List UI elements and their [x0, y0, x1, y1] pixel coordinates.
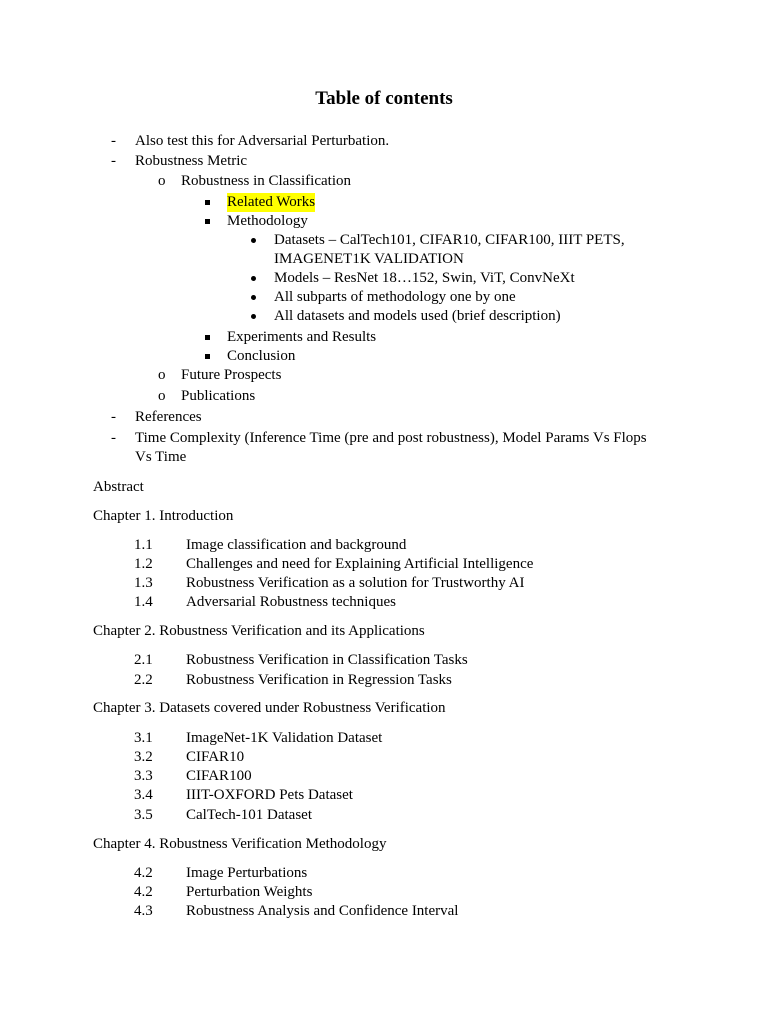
section-number: 4.2: [134, 865, 153, 881]
section-number: 3.2: [134, 749, 153, 765]
outline-subitem: Future Prospects: [181, 367, 282, 383]
square-bullet-icon: [205, 354, 210, 359]
section-number: 3.5: [134, 807, 153, 823]
dot-bullet-icon: [251, 314, 256, 319]
outline-item: Time Complexity (Inference Time (pre and post robustness), Model Params Vs Flops: [135, 430, 647, 446]
dash-bullet: -: [111, 409, 116, 425]
section-title: CIFAR100: [186, 768, 252, 784]
chapter-heading: Chapter 4. Robustness Verification Methodology: [93, 836, 387, 852]
outline-detail: Models – ResNet 18…152, Swin, ViT, ConvNeXt: [274, 270, 575, 286]
outline-item: Also test this for Adversarial Perturbation.: [135, 133, 390, 149]
chapter-heading: Chapter 2. Robustness Verification and its Applications: [93, 623, 425, 639]
outline-item: References: [135, 409, 202, 425]
square-bullet-icon: [205, 335, 210, 340]
section-title: Robustness Verification in Classification Tasks: [186, 652, 468, 668]
outline-subsubitem: Conclusion: [227, 348, 296, 364]
dash-bullet: -: [111, 133, 116, 149]
section-number: 3.4: [134, 787, 153, 803]
section-number: 1.4: [134, 594, 153, 610]
section-title: Robustness Analysis and Confidence Interval: [186, 903, 459, 919]
outline-detail: All datasets and models used (brief description): [274, 308, 561, 324]
outline-subsubitem: Experiments and Results: [227, 329, 377, 345]
section-title: Image Perturbations: [186, 865, 308, 881]
section-number: 3.3: [134, 768, 153, 784]
section-number: 1.3: [134, 575, 153, 591]
section-title: Image classification and background: [186, 537, 407, 553]
dash-bullet: -: [111, 153, 116, 169]
section-number: 1.2: [134, 556, 153, 572]
outline-subitem: Publications: [181, 388, 256, 404]
outline-detail-continued: IMAGENET1K VALIDATION: [274, 251, 464, 267]
section-title: Challenges and need for Explaining Artificial Intelligence: [186, 556, 534, 572]
circle-bullet: o: [158, 388, 166, 404]
outline-subsubitem-highlighted: Related Works: [227, 194, 316, 210]
section-title: Perturbation Weights: [186, 884, 313, 900]
square-bullet-icon: [205, 200, 210, 205]
section-number: 4.2: [134, 884, 153, 900]
outline-item: Robustness Metric: [135, 153, 248, 169]
section-number: 4.3: [134, 903, 153, 919]
outline-detail: All subparts of methodology one by one: [274, 289, 516, 305]
abstract-heading: Abstract: [93, 479, 144, 495]
circle-bullet: o: [158, 173, 166, 189]
dot-bullet-icon: [251, 295, 256, 300]
chapter-heading: Chapter 3. Datasets covered under Robustness Verification: [93, 700, 446, 716]
section-title: Robustness Verification in Regression Tasks: [186, 672, 452, 688]
section-title: Adversarial Robustness techniques: [186, 594, 396, 610]
dot-bullet-icon: [251, 238, 256, 243]
dash-bullet: -: [111, 430, 116, 446]
outline-subitem: Robustness in Classification: [181, 173, 351, 189]
section-title: IIIT-OXFORD Pets Dataset: [186, 787, 353, 803]
dot-bullet-icon: [251, 276, 256, 281]
chapter-heading: Chapter 1. Introduction: [93, 508, 234, 524]
outline-detail: Datasets – CalTech101, CIFAR10, CIFAR100, IIIT PETS,: [274, 232, 625, 248]
section-title: CIFAR10: [186, 749, 245, 765]
section-number: 2.1: [134, 652, 153, 668]
section-title: Robustness Verification as a solution for Trustworthy AI: [186, 575, 525, 591]
section-number: 2.2: [134, 672, 153, 688]
outline-item-continued: Vs Time: [135, 449, 187, 465]
page-title: Table of contents: [315, 88, 453, 109]
square-bullet-icon: [205, 219, 210, 224]
outline-subsubitem: Methodology: [227, 213, 308, 229]
section-number: 3.1: [134, 730, 153, 746]
section-title: CalTech-101 Dataset: [186, 807, 312, 823]
section-title: ImageNet-1K Validation Dataset: [186, 730, 383, 746]
section-number: 1.1: [134, 537, 153, 553]
circle-bullet: o: [158, 367, 166, 383]
